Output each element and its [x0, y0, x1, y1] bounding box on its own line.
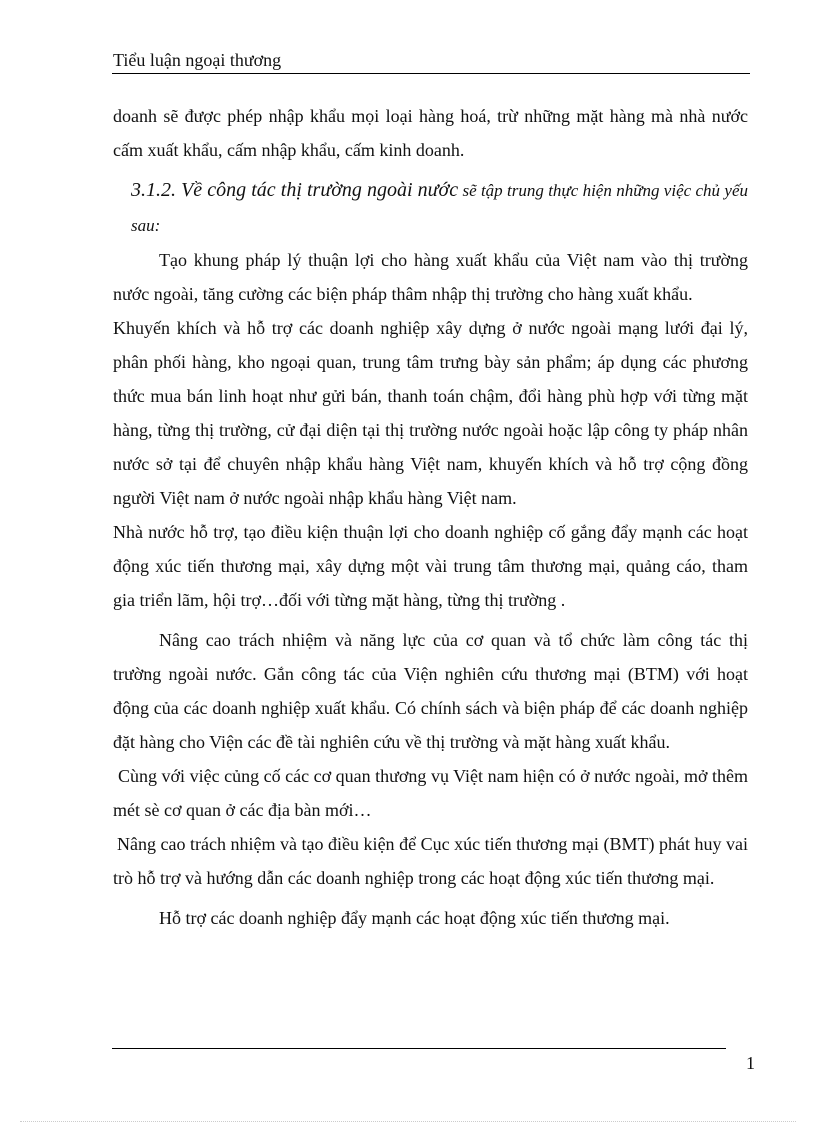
footer-divider — [112, 1048, 726, 1049]
paragraph-encourage-support: Khuyến khích và hỗ trợ các doanh nghiệp xây dựng ở nước ngoài mạng lưới đại lý, phân phối hàng, kho ngoại quan, trung tâm trưng bày sản phẩm; áp dụng các phương thức mua bán linh hoạt như gửi bán, thanh toán chậm, đổi hàng phù hợp với từng mặt hàng, từng thị trường, cử đại diện tại thị trường nước ngoài hoặc lập công ty pháp nhân nước sở tại để chuyên nhập khẩu hàng Việt nam, khuyến khích và hỗ trợ cộng đồng người Việt nam ở nước ngoài nhập khẩu hàng Việt nam. — [113, 318, 748, 508]
paragraph-legal-framework: Tạo khung pháp lý thuận lợi cho hàng xuất khẩu của Việt nam vào thị trường nước ngoài, tăng cường các biện pháp thâm nhập thị trường cho hàng xuất khẩu. — [113, 250, 748, 304]
paragraph-trade-offices: Cùng với việc củng cố các cơ quan thương vụ Việt nam hiện có ở nước ngoài, mở thêm mét sè cơ quan ở các địa bàn mới… — [113, 766, 748, 820]
header-divider — [112, 73, 750, 74]
section-heading-3-1-2 — [113, 173, 748, 243]
document-body — [113, 99, 748, 935]
page-bottom-edge — [20, 1121, 796, 1122]
page-number: 1 — [746, 1053, 755, 1073]
section-heading-title: 3.1.2. Về công tác thị trường ngoài nước — [131, 179, 459, 201]
running-header-title: Tiểu luận ngoại thương — [113, 50, 282, 70]
paragraph-responsibility: Nâng cao trách nhiệm và năng lực của cơ quan và tổ chức làm công tác thị trường ngoài nước. Gắn công tác của Viện nghiên cứu thương mại (BTM) với hoạt động của các doanh nghiệp xuất khẩu. Có chính sách và biện pháp để các doanh nghiệp đặt hàng cho Viện các đề tài nghiên cứu về thị trường và mặt hàng xuất khẩu. — [113, 630, 748, 752]
paragraph-continuation: doanh sẽ được phép nhập khẩu mọi loại hàng hoá, trừ những mặt hàng mà nhà nước cấm xuất khẩu, cấm nhập khẩu, cấm kinh doanh. — [113, 106, 748, 160]
section-heading-subtitle: sẽ tập trung thực hiện những việc chủ yếu sau: — [131, 181, 748, 235]
paragraph-support-enterprises: Hỗ trợ các doanh nghiệp đẩy mạnh các hoạt động xúc tiến thương mại. — [159, 908, 670, 928]
paragraph-trade-promotion-agency: Nâng cao trách nhiệm và tạo điều kiện để Cục xúc tiến thương mại (BMT) phát huy vai trò hỗ trợ và hướng dẫn các doanh nghiệp trong các hoạt động xúc tiến thương mại. — [113, 834, 748, 888]
paragraph-state-support: Nhà nước hỗ trợ, tạo điều kiện thuận lợi cho doanh nghiệp cố gắng đẩy mạnh các hoạt động xúc tiến thương mại, xây dựng một vài trung tâm thương mại, quảng cáo, tham gia triển lãm, hội trợ…đối với từng mặt hàng, từng thị trường . — [113, 522, 748, 610]
